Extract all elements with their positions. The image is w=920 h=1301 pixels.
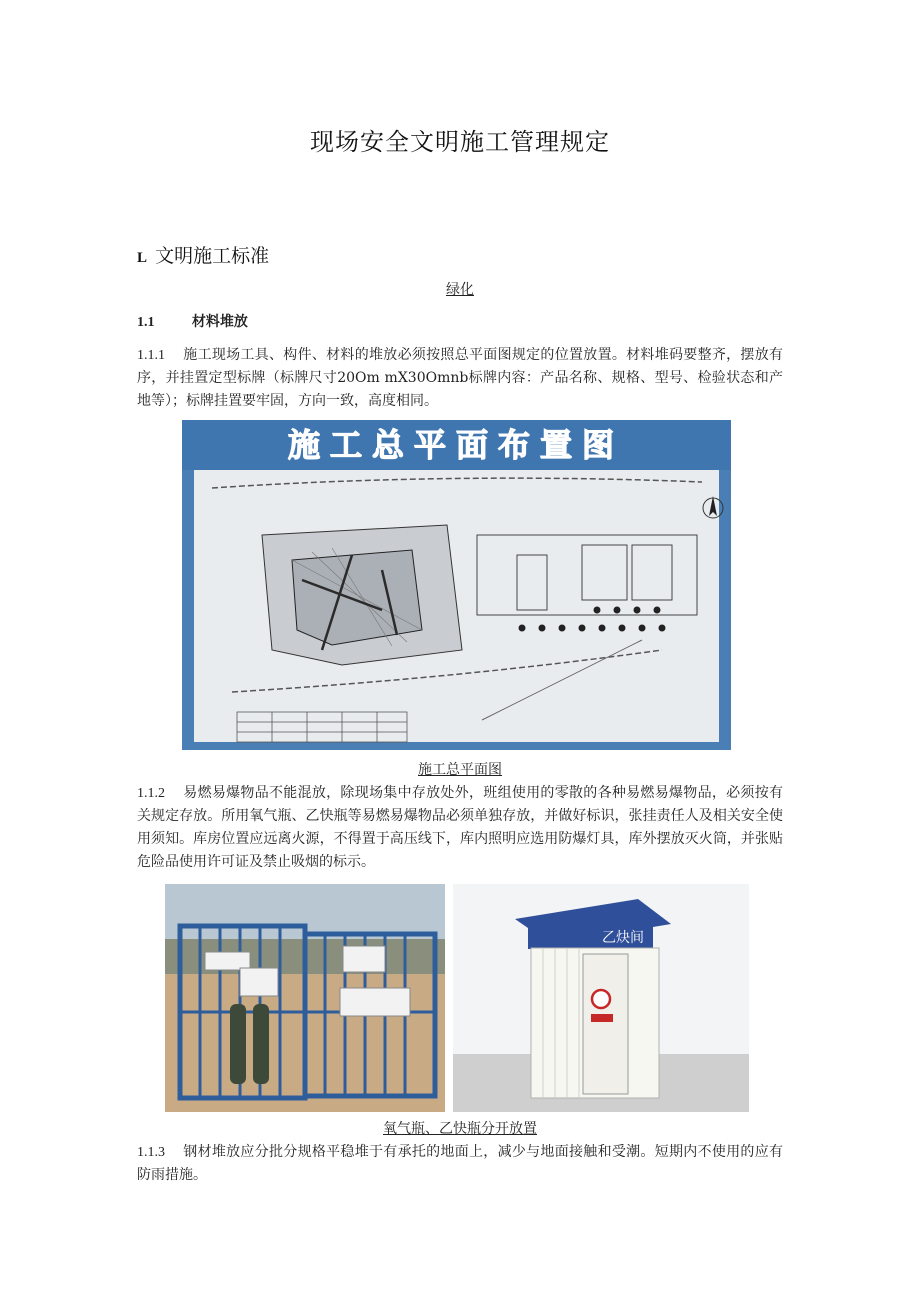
paragraph-1-1-2: [137, 782, 783, 874]
paragraph-number: 1.1.1: [137, 348, 165, 363]
section-number: L: [137, 250, 148, 266]
site-plan-photo: [182, 420, 731, 750]
subsection-title: 材料堆放: [191, 314, 248, 330]
subsection-number: 1.1: [137, 315, 155, 330]
acetylene-kiosk-photo: [453, 884, 749, 1112]
cylinder-caption: 氧气瓶、乙快瓶分开放置: [383, 1121, 537, 1137]
paragraph-text: 钢材堆放应分批分规格平稳堆于有承托的地面上，减少与地面接触和受潮。短期内不使用的应有防雨措施。: [137, 1144, 783, 1183]
paragraph-1-1-1: [137, 344, 783, 413]
section-title: 文明施工标准: [155, 245, 270, 267]
site-plan-caption: 施工总平面图: [418, 762, 502, 778]
subsection-heading: [137, 311, 248, 331]
paragraph-number: 1.1.2: [137, 786, 165, 801]
site-plan-sign-text: 施工总平面布置图: [287, 426, 625, 464]
section-heading: [137, 241, 269, 268]
paragraph-number: 1.1.3: [137, 1145, 165, 1160]
kiosk-sign-text: 乙炔间: [602, 930, 644, 946]
page-title: 现场安全文明施工管理规定: [310, 128, 610, 156]
paragraph-text: 易燃易爆物品不能混放，除现场集中存放处外，班组使用的零散的各种易燃易爆物品，必须按有关规定存放。所用氧气瓶、乙快瓶等易燃易爆物品必须单独存放，并做好标识，张挂责任人及相关安全使用须知。库房位置应远离火源，不得置于高压线下，库内照明应选用防爆灯具，库外摆放灭火筒，并张贴危险品使用许可证及禁止吸烟的标示。: [137, 785, 783, 870]
greening-caption: 绿化: [446, 282, 474, 298]
paragraph-1-1-3: [137, 1141, 783, 1187]
gas-cylinder-cage-photo: [165, 884, 445, 1112]
paragraph-text: 施工现场工具、构件、材料的堆放必须按照总平面图规定的位置放置。材料堆码要整齐，摆放有序，并挂置定型标牌（标牌尺寸20Om mX30Omnb标牌内容：产品名称、规格、型号、检验状态和产地等）；标牌挂置要牢固，方向一致，高度相同。: [137, 347, 783, 409]
